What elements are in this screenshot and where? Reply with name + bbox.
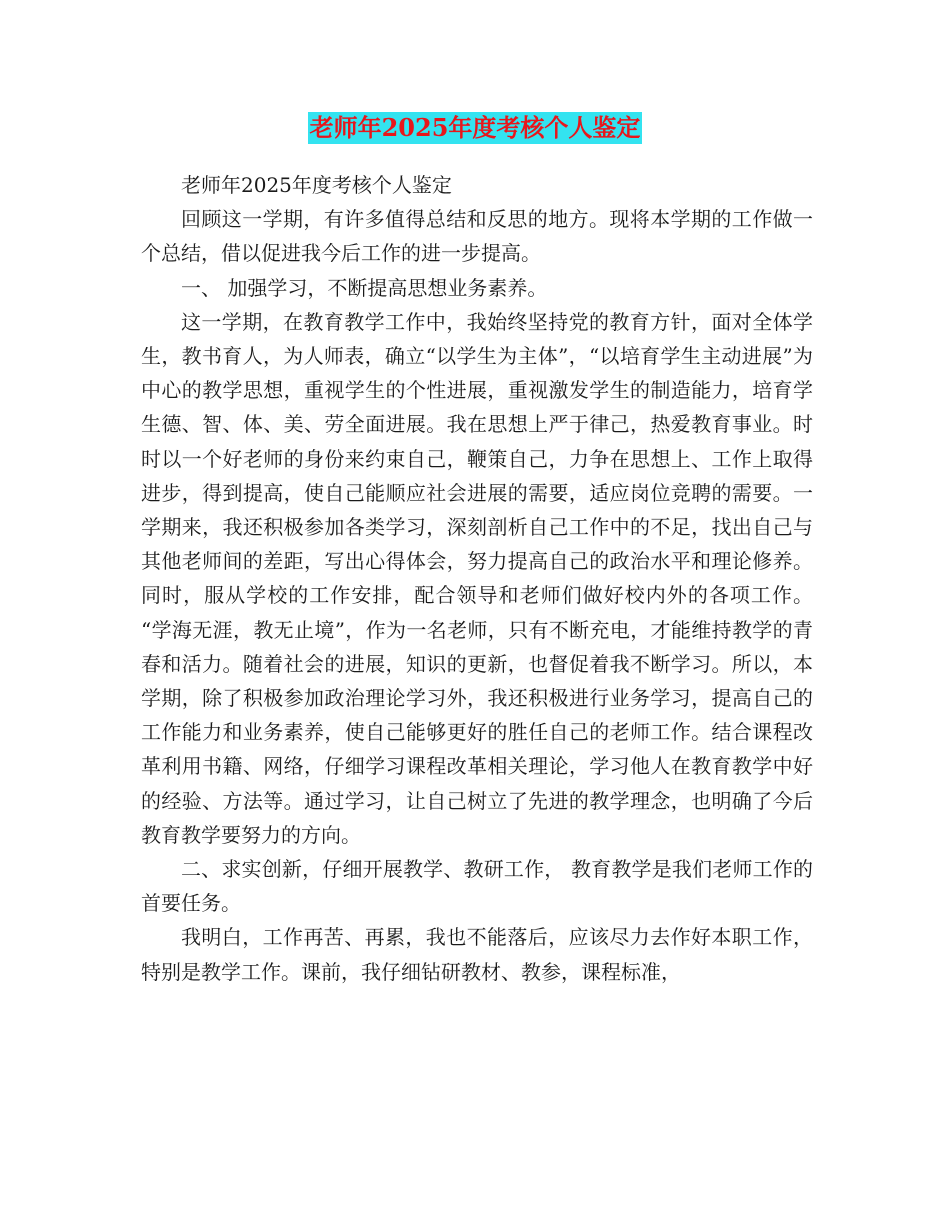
paragraph-study: 这一学期，在教育教学工作中，我始终坚持党的教育方针，面对全体学生，教书育人，为人师表，确立“以学生为主体”，“以培育学生主动进展”为中心的教学思想，重视学生的个性进展，重视激发学生的制造能力，培育学生德、智、体、美、劳全面进展。我在思想上严于律己，热爱教育事业。时时以一个好老师的身份来约束自己，鞭策自己，力争在思想上、工作上取得进步，得到提高，使自己能顺应社会进展的需要，适应岗位竞聘的需要。一学期来，我还积极参加各类学习，深刻剖析自己工作中的不足，找出自己与其他老师间的差距，写出心得体会，努力提高自己的政治水平和理论修养。同时，服从学校的工作安排，配合领导和老师们做好校内外的各项工作。 “学海无涯，教无止境”，作为一名老师，只有不断充电，才能维持教学的青春和活力。随着社会的进展，知识的更新，也督促着我不断学习。所以，本学期，除了积极参加政治理论学习外，我还积极进行业务学习，提高自己的工作能力和业务素养，使自己能够更好的胜任自己的老师工作。结合课程改革利用书籍、网络，仔细学习课程改革相关理论，学习他人在教育教学中好的经验、方法等。通过学习，让自己树立了先进的教学理念，也明确了今后教育教学要努力的方向。	[141, 309, 813, 847]
paragraph-teaching: 我明白，工作再苦、再累，我也不能落后，应该尽力去作好本职工作，特别是教学工作。课前，我仔细钻研教材、教参，课程标准，	[141, 925, 813, 984]
document-title: 老师年2025年度考核个人鉴定	[309, 113, 641, 142]
title-container	[0, 112, 950, 144]
paragraph-intro: 回顾这一学期，有许多值得总结和反思的地方。现将本学期的工作做一个总结，借以促进我今后工作的进一步提高。	[141, 207, 813, 266]
paragraph-subtitle: 老师年2025年度考核个人鉴定	[181, 173, 452, 197]
section-heading-1: 一、 加强学习，不断提高思想业务素养。	[181, 275, 548, 300]
document-body	[141, 168, 813, 989]
section-heading-2: 二、求实创新，仔细开展教学、教研工作， 教育教学是我们老师工作的首要任务。	[141, 857, 813, 916]
